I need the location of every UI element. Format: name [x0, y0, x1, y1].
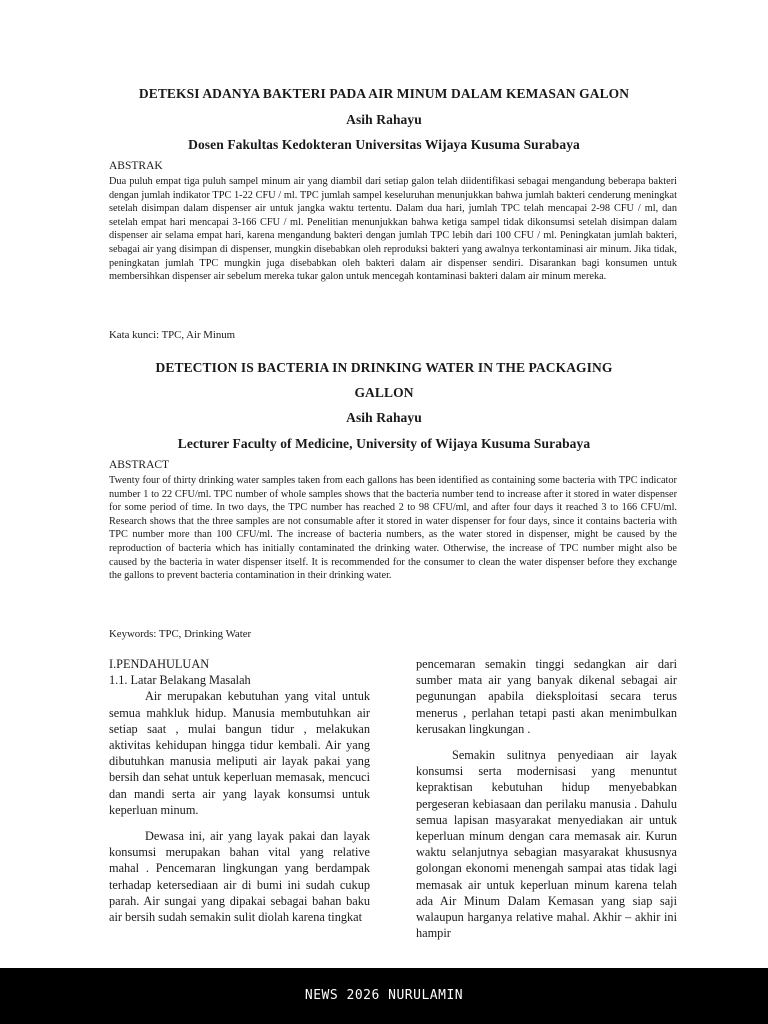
footer-watermark-bar	[0, 968, 768, 1024]
keywords-id: Kata kunci: TPC, Air Minum	[109, 329, 236, 341]
affiliation-id: Dosen Fakultas Kedokteran Universitas Wijaya Kusuma Surabaya	[188, 137, 580, 152]
abstract-text-en: Twenty four of thirty drinking water samples taken from each gallons has been identified as containing some bacteria with TPC indicator number 1 to 22 CFU/ml. TPC number of whole samples shows that the bacteria number tend to increase after it stored in water dispenser for some period of time. In two days, the TPC number has reached 2 to 98 CFU/ml, and after four days it reached 3 to 166 CFU/ml. Research shows that the three samples are not consumable after it stored in water dispenser for four days, since it contains bacteria with TPC number more than 100 CFU/ml. The increase of bacteria numbers, as the water stored in dispenser, might be caused by the reproduction of bacteria which has initially contaminated the drinking water. Otherwise, the increase of TPC number might also be caused by the bacteria in water dispenser itself. It is recommended for the consumer to clean the water dispenser before they exchange the gallons to prevent bacteria contamination in their drinking water.	[109, 475, 677, 582]
body-paragraph: Semakin sulitnya penyediaan air layak konsumsi serta modernisasi yang menuntut kepraktisan kebutuhan hidup menyebabkan pergeseran kebiasaan dan perilaku manusia . Dahulu semua lapisan masyarakat menyediakan air untuk keperluan minum dengan cara memasak air. Kurun waktu selanjutnya sebagian masyarakat khususnya golongan ekonomi menengah sampai atas tidak lagi memasak air untuk keperluan minum karena telah ada Air Minum Dalam Kemasan yang siap saji walaupun harganya relative mahal. Akhir – akhir ini hampir	[416, 748, 677, 941]
footer-text: NEWS 2026 NURULAMIN	[304, 988, 464, 1003]
abstract-text-id: Dua puluh empat tiga puluh sampel minum air yang diambil dari setiap galon telah diidentifikasi sebagai mengandung beberapa bakteri dengan jumlah indikator TPC 1-22 CFU / ml. TPC jumlah sampel keseluruhan menunjukkan bahwa jumlah bakteri cenderung meningkat setelah disimpan dalam dispenser air untuk jangka waktu tertentu. Dalam dua hari, jumlah TPC telah mencapai 2-98 CFU / ml, dan setelah empat hari mencapai 3-166 CFU / ml. Penelitian menunjukkan bahwa ketiga sampel tidak dikonsumsi setelah disimpan dalam dispenser air selama empat hari, karena mengandung bakteri dengan jumlah TPC lebih dari 100 CFU / ml. Peningkatan jumlah bakteri, sebagai air yang disimpan di dispenser, mungkin disebabkan oleh reproduksi bakteri yang awalnya terkontaminasi air minum. Jika tidak, peningkatan jumlah TPC mungkin juga disebabkan oleh bakteri dalam air dispenser sendiri. Disarankan bagi konsumen untuk membersihkan dispenser air sebelum mereka tukar galon untuk mencegah kontaminasi bakteri dalam air minum mereka.	[109, 176, 677, 283]
author-name-en: Asih Rahayu	[346, 410, 422, 425]
section-heading: I.PENDAHULUAN	[109, 657, 210, 671]
paper-title-id: DETEKSI ADANYA BAKTERI PADA AIR MINUM DALAM KEMASAN GALON	[138, 86, 630, 101]
paper-title-en-line1: DETECTION IS BACTERIA IN DRINKING WATER IN THE PACKAGING	[155, 360, 613, 375]
body-right-column	[416, 656, 677, 941]
abstract-label-id: ABSTRAK	[109, 160, 163, 172]
subsection-heading: 1.1. Latar Belakang Masalah	[109, 673, 251, 688]
body-paragraph: Air merupakan kebutuhan yang vital untuk semua mahkluk hidup. Manusia membutuhkan air setiap saat , mulai bangun tidur , melakukan aktivitas kehidupan hingga tidur kembali. Air yang dibutuhkan manusia meliputi air layak pakai yang bersih dan sehat untuk keperluan memasak, mencuci dan mandi serta air yang layak konsumsi untuk keperluan minum.	[109, 689, 370, 817]
keywords-en: Keywords: TPC, Drinking Water	[109, 628, 252, 640]
body-paragraph: pencemaran semakin tinggi sedangkan air dari sumber mata air yang banyak dikenal sebagai air pegunungan apabila dieksploitasi secara terus menerus , perlahan tetapi pasti akan menimbulkan kerusakan lingkungan .	[416, 657, 677, 736]
affiliation-en: Lecturer Faculty of Medicine, University of Wijaya Kusuma Surabaya	[177, 436, 591, 451]
body-left-column	[109, 656, 370, 925]
paper-title-en-line2: GALLON	[354, 385, 414, 400]
abstract-label-en: ABSTRACT	[109, 459, 170, 471]
body-paragraph: Dewasa ini, air yang layak pakai dan layak konsumsi merupakan bahan vital yang relative mahal . Pencemaran lingkungan yang berdampak terhadap ketersediaan air di bumi ini sudah cukup parah. Air sungai yang dipakai sebagai bahan baku air bersih sudah semakin sulit diolah karena tingkat	[109, 829, 370, 925]
author-name-id: Asih Rahayu	[346, 112, 422, 127]
